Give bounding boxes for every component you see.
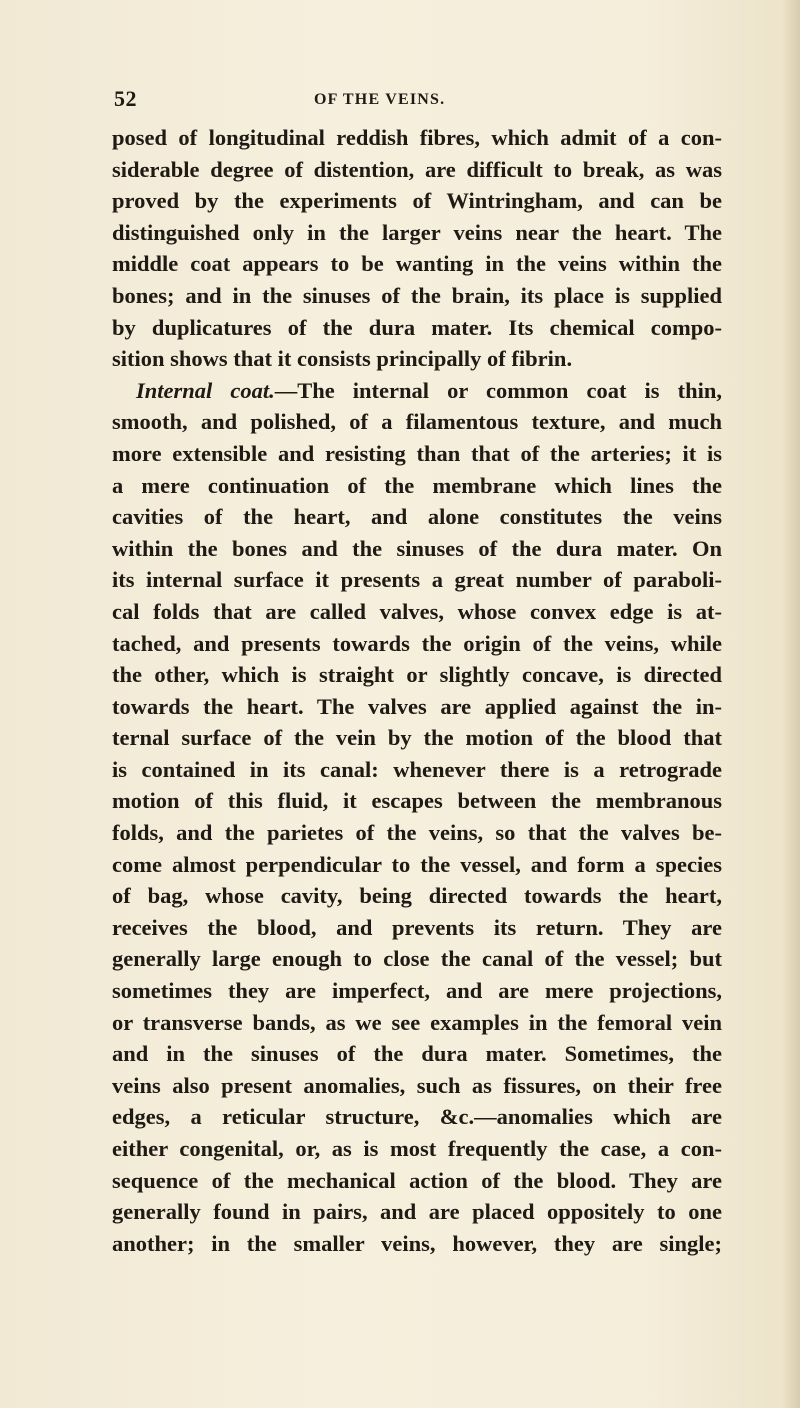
text-line: its internal surface it presents a great number of paraboli- [112,567,722,593]
text-line: either congenital, or, as is most frequently the case, a con- [112,1136,722,1161]
internal-coat-text: —The internal or common coat is thin, [274,377,722,403]
text-line: cavities of the heart, and alone constitutes the veins [112,504,722,530]
text-line: posed of longitudinal reddish fibres, which admit of a con- [112,125,722,150]
text-line: ternal surface of the vein by the motion of the blood that [112,725,722,751]
text-line: towards the heart. The valves are applied against the in- [112,693,722,719]
text-line: receives the blood, and prevents its return. They are [112,914,722,940]
text-line: siderable degree of distention, are difficult to break, as was [112,156,722,182]
text-line: come almost perpendicular to the vessel, and form a species [112,851,722,877]
text-line: and in the sinuses of the dura mater. Sometimes, the [112,1041,722,1067]
running-head: OF THE VEINS. [314,91,446,108]
text-line: edges, a reticular structure, &c.—anomalies which are [112,1104,722,1130]
text-line: sition shows that it consists principally of fibrin. [112,346,573,372]
page-edge-shadow [782,0,800,1408]
text-line: more extensible and resisting than that of the arteries; it is [112,440,722,466]
text-line: is contained in its canal: whenever there is a retrograde [112,756,722,782]
text-line: generally found in pairs, and are placed oppositely to one [112,1199,722,1225]
text-line: generally large enough to close the canal of the vessel; but [112,946,722,972]
text-line: by duplicatures of the dura mater. Its chemical compo- [112,314,722,340]
text-line: smooth, and polished, of a filamentous texture, and much [112,409,722,435]
text-line: another; in the smaller veins, however, they are single; [112,1230,722,1256]
text-line: middle coat appears to be wanting in the veins within the [112,251,722,277]
text-line: of bag, whose cavity, being directed towards the heart, [112,883,722,909]
text-line: motion of this fluid, it escapes between the membranous [112,788,722,814]
text-line: cal folds that are called valves, whose convex edge is at- [112,598,722,624]
internal-coat-line [112,375,722,407]
text-line: tached, and presents towards the origin of the veins, while [112,630,722,656]
text-line: the other, which is straight or slightly concave, is directed [112,662,722,688]
page-number: 52 [114,86,137,111]
body-text [112,122,722,1259]
text-line: bones; and in the sinuses of the brain, its place is supplied [112,282,722,308]
text-line: a mere continuation of the membrane which lines the [112,472,722,498]
text-line: distinguished only in the larger veins near the heart. The [112,219,722,245]
page-header [114,86,722,116]
text-line: proved by the experiments of Wintringham, and can be [112,188,722,214]
text-line: sometimes they are imperfect, and are mere projections, [112,978,722,1004]
text-line: folds, and the parietes of the veins, so that the valves be- [112,820,722,846]
text-line: sequence of the mechanical action of the blood. They are [112,1167,722,1193]
text-line: within the bones and the sinuses of the dura mater. On [112,535,722,561]
internal-coat-heading: Internal coat. [136,377,275,403]
text-line: veins also present anomalies, such as fissures, on their free [112,1072,722,1098]
text-line: or transverse bands, as we see examples in the femoral vein [112,1009,722,1035]
